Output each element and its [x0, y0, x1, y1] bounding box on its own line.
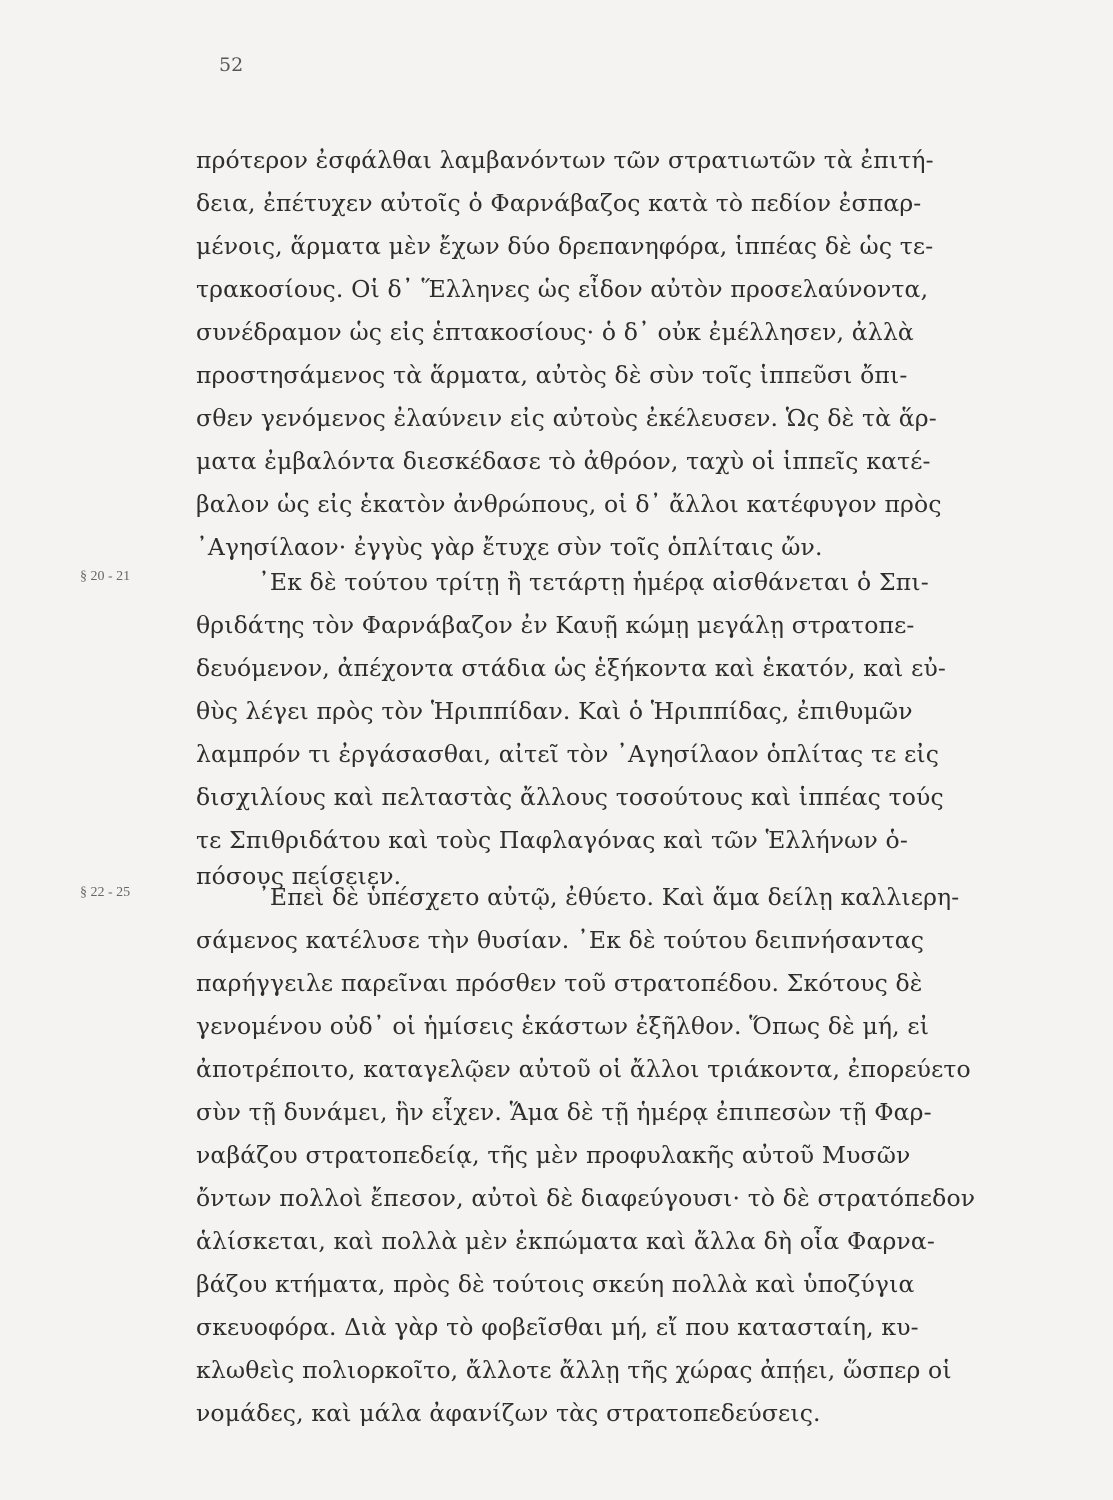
margin-note: § 20 - 21: [80, 569, 131, 584]
text-line: πόσους πείσειεν.: [196, 862, 402, 890]
text-line: ἁλίσκεται, καὶ πολλὰ μὲν ἐκπώματα καὶ ἄλλα δὴ οἷα Φαρνα-: [196, 1227, 935, 1255]
text-line: παρήγγειλε παρεῖναι πρόσθεν τοῦ στρατοπέδου. Σκότους δὲ: [196, 969, 923, 997]
text-line: τε Σπιθριδάτου καὶ τοὺς Παφλαγόνας καὶ τῶν Ἑλλήνων ὁ-: [196, 826, 908, 854]
text-line: ᾽Αγησίλαον· ἐγγὺς γὰρ ἔτυχε σὺν τοῖς ὁπλίταις ὤν.: [196, 533, 823, 561]
page-number: 52: [219, 54, 244, 76]
text-line: κλωθεὶς πολιορκοῖτο, ἄλλοτε ἄλλῃ τῆς χώρας ἀπῄει, ὥσπερ οἱ: [196, 1356, 952, 1384]
text-line: δεια, ἐπέτυχεν αὐτοῖς ὁ Φαρνάβαζος κατὰ τὸ πεδίον ἐσπαρ-: [196, 189, 922, 217]
text-line: ἀποτρέποιτο, καταγελῷεν αὐτοῦ οἱ ἄλλοι τριάκοντα, ἐπορεύετο: [196, 1055, 971, 1083]
text-line: λαμπρόν τι ἐργάσασθαι, αἰτεῖ τὸν ᾽Αγησίλαον ὁπλίτας τε εἰς: [196, 740, 940, 768]
text-line: δευόμενον, ἀπέχοντα στάδια ὡς ἑξήκοντα καὶ ἑκατόν, καὶ εὐ-: [196, 654, 946, 682]
text-line: σὺν τῇ δυνάμει, ἣν εἶχεν. Ἅμα δὲ τῇ ἡμέρᾳ ἐπιπεσὼν τῇ Φαρ-: [196, 1098, 932, 1126]
text-line: μένοις, ἅρματα μὲν ἔχων δύο δρεπανηφόρα, ἱππέας δὲ ὡς τε-: [196, 232, 934, 260]
text-line: ναβάζου στρατοπεδείᾳ, τῆς μὲν προφυλακῆς αὐτοῦ Μυσῶν: [196, 1141, 911, 1169]
text-line: προστησάμενος τὰ ἅρματα, αὐτὸς δὲ σὺν τοῖς ἱππεῦσι ὄπι-: [196, 361, 908, 389]
text-line: ματα ἐμβαλόντα διεσκέδασε τὸ ἀθρόον, ταχὺ οἱ ἱππεῖς κατέ-: [196, 447, 931, 475]
text-line: σθεν γενόμενος ἐλαύνειν εἰς αὐτοὺς ἐκέλευσεν. Ὡς δὲ τὰ ἅρ-: [196, 404, 937, 432]
text-line: ὄντων πολλοὶ ἔπεσον, αὐτοὶ δὲ διαφεύγουσι· τὸ δὲ στρατόπεδον: [196, 1184, 976, 1212]
text-line: νομάδες, καὶ μάλα ἀφανίζων τὰς στρατοπεδεύσεις.: [196, 1399, 821, 1427]
text-line: πρότερον ἐσφάλθαι λαμβανόντων τῶν στρατιωτῶν τὰ ἐπιτή-: [196, 146, 934, 174]
text-line: σάμενος κατέλυσε τὴν θυσίαν. ᾽Εκ δὲ τούτου δειπνήσαντας: [196, 926, 925, 954]
text-line: συνέδραμον ὡς εἰς ἑπτακοσίους· ὁ δ᾽ οὐκ ἐμέλλησεν, ἀλλὰ: [196, 318, 914, 346]
text-line: σκευοφόρα. Διὰ γὰρ τὸ φοβεῖσθαι μή, εἴ που κατασταίη, κυ-: [196, 1313, 919, 1341]
text-line: βαλον ὡς εἰς ἑκατὸν ἀνθρώπους, οἱ δ᾽ ἄλλοι κατέφυγον πρὸς: [196, 490, 942, 518]
text-line: θριδάτης τὸν Φαρνάβαζον ἐν Καυῇ κώμῃ μεγάλῃ στρατοπε-: [196, 611, 915, 639]
text-line: βάζου κτήματα, πρὸς δὲ τούτοις σκεύη πολλὰ καὶ ὑποζύγια: [196, 1270, 915, 1298]
text-line: θὺς λέγει πρὸς τὸν Ἡριππίδαν. Καὶ ὁ Ἡριππίδας, ἐπιθυμῶν: [196, 697, 913, 725]
text-line: δισχιλίους καὶ πελταστὰς ἄλλους τοσούτους καὶ ἱππέας τούς: [196, 783, 944, 811]
text-line: ᾽Εκ δὲ τούτου τρίτῃ ἢ τετάρτῃ ἡμέρᾳ αἰσθάνεται ὁ Σπι-: [258, 568, 929, 596]
text-line: τρακοσίους. Οἱ δ᾽ Ἕλληνες ὡς εἶδον αὐτὸν προσελαύνοντα,: [196, 275, 929, 303]
text-line: γενομένου οὐδ᾽ οἱ ἡμίσεις ἑκάστων ἐξῆλθον. Ὅπως δὲ μή, εἰ: [196, 1012, 930, 1040]
text-line: ᾽Επεὶ δὲ ὑπέσχετο αὐτῷ, ἐθύετο. Καὶ ἅμα δείλῃ καλλιερη-: [258, 883, 960, 911]
margin-note: § 22 - 25: [80, 885, 131, 900]
